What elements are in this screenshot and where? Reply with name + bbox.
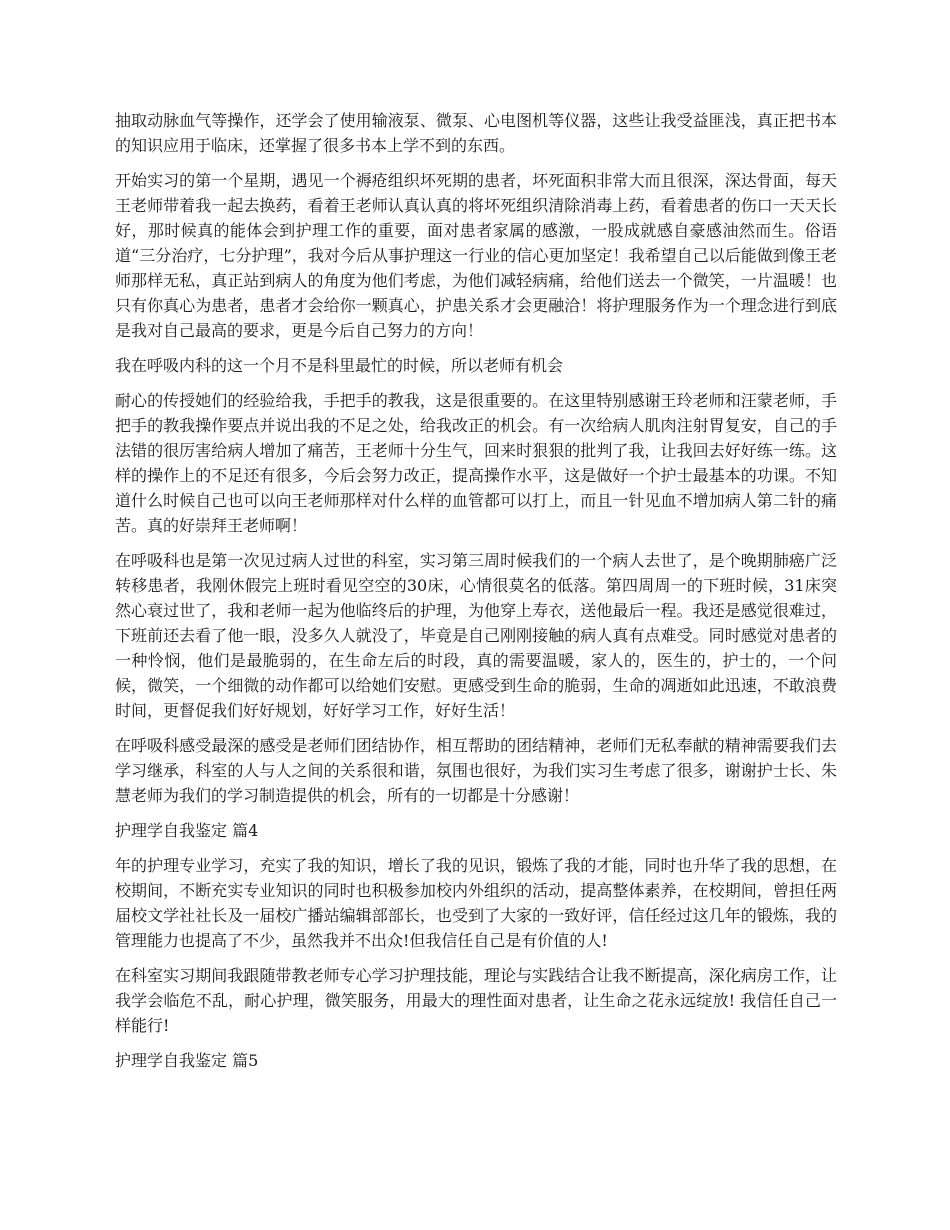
document-page: [115, 108, 837, 1083]
paragraph-first-week: 开始实习的第一个星期，遇见一个褥疮组织坏死期的患者，坏死面积非常大而且很深，深达骨面，每天王老师带着我一起去换药，看着王老师认真认真的将坏死组织清除消毒上药，看着患者的伤口一天天长好，那时候真的能体会到护理工作的重要，面对患者家属的感激，一股成就感自豪感油然而生。俗语道“三分治疗，七分护理”，我对今后从事护理这一行业的信心更加坚定！我希望自己以后能做到像王老师那样无私，真正站到病人的角度为他们考虑，为他们减轻病痛，给他们送去一个微笑，一片温暖！也只有你真心为患者，患者才会给你一颗真心，护患关系才会更融洽！将护理服务作为一个理念进行到底是我对自己最高的要求，更是今后自己努力的方向！: [115, 171, 837, 340]
paragraph-study-years: 年的护理专业学习，充实了我的知识，增长了我的见识，锻炼了我的才能，同时也升华了我的思想，在校期间，不断充实专业知识的同时也积极参加校内外组织的活动，提高整体素养，在校期间，曾担任两届校文学社社长及一届校广播站编辑部部长，也受到了大家的一致好评，信任经过这几年的锻炼，我的管理能力也提高了不少，虽然我并不出众!但我信任自己是有价值的人!: [115, 856, 837, 950]
paragraph-respiratory-month: 我在呼吸内科的这一个月不是科里最忙的时候，所以老师有机会: [115, 356, 564, 375]
paragraph-intro-continuation: 抽取动脉血气等操作，还学会了使用输液泵、微泵、心电图机等仪器，这些让我受益匪浅，真正把书本的知识应用于临床，还掌握了很多书本上学不到的东西。: [115, 111, 837, 155]
paragraph-patient-death: 在呼吸科也是第一次见过病人过世的科室，实习第三周时候我们的一个病人去世了，是个晚期肺癌广泛转移患者，我刚休假完上班时看见空空的30床，心情很莫名的低落。第四周周一的下班时候，31床突然心衰过世了，我和老师一起为他临终后的护理，为他穿上寿衣，送他最后一程。我还是感觉很难过，下班前还去看了他一眼，没多久人就没了，毕竟是自己刚刚接触的病人真有点难受。同时感觉对患者的一种怜悯，他们是最脆弱的，在生命左后的时段，真的需要温暖，家人的，医生的，护士的，一个问候，微笑，一个细微的动作都可以给她们安慰。更感受到生命的脆弱，生命的凋逝如此迅速，不敢浪费时间，更督促我们好好规划，好好学习工作，好好生活！: [115, 551, 837, 720]
paragraph-ward-internship: 在科室实习期间我跟随带教老师专心学习护理技能，理论与实践结合让我不断提高，深化病房工作，让我学会临危不乱，耐心护理，微笑服务，用最大的理性面对患者，让生命之花永远绽放! 我信任自己一样能行!: [115, 966, 837, 1035]
section-heading-5: 护理学自我鉴定 篇5: [115, 1051, 259, 1070]
paragraph-team-spirit: 在呼吸科感受最深的感受是老师们团结协作，相互帮助的团结精神，老师们无私奉献的精神需要我们去学习继承，科室的人与人之间的关系很和谐，氛围也很好，为我们实习生考虑了很多，谢谢护士长、朱慧老师为我们的学习制造提供的机会，所有的一切都是十分感谢！: [115, 736, 837, 805]
section-heading-4: 护理学自我鉴定 篇4: [115, 821, 259, 840]
paragraph-teachers-guidance: 耐心的传授她们的经验给我，手把手的教我，这是很重要的。在这里特别感谢王玲老师和汪蒙老师，手把手的教我操作要点并说出我的不足之处，给我改正的机会。有一次给病人肌肉注射胃复安，自己的手法错的很厉害给病人增加了痛苦，王老师十分生气，回来时狠狠的批判了我，让我回去好好练一练。这样的操作上的不足还有很多，今后会努力改正，提高操作水平，这是做好一个护士最基本的功课。不知道什么时候自己也可以向王老师那样对什么样的血管都可以打上，而且一针见血不增加病人第二针的痛苦。真的好崇拜王老师啊！: [115, 391, 837, 535]
